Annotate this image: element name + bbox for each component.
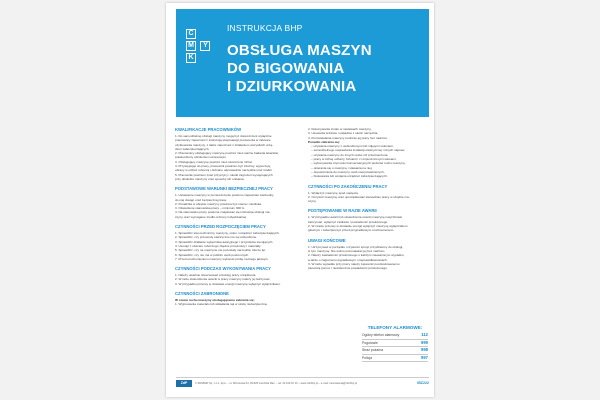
instruction-sheet xyxy=(166,3,434,397)
instruction-line: 1. Należy uważnie obserwować przebieg pracy urządzenia. xyxy=(175,273,257,278)
instruction-line: 2. Dokonywania zmian w nastawach maszyny, xyxy=(308,127,372,131)
header-banner xyxy=(176,9,429,117)
product-code: IBZ222 xyxy=(417,381,429,385)
instruction-line: głównym i zabezpieczyć przed przypadkowym uruchomieniem. xyxy=(308,228,395,233)
instruction-line: – używania maszyny do innych celów niż przeznaczona, xyxy=(311,152,389,157)
instruction-line: zatrzymać, wyłączyć zasilanie i powiadomić przełożonego. xyxy=(308,219,389,224)
title-line: DO BIGOWANIA xyxy=(227,60,345,77)
instruction-line: przy obsłudze maszyny oraz sposoby ich unikania. xyxy=(175,176,245,181)
section-heading: POSTĘPOWANIE W RAZIE AWARII xyxy=(308,208,377,214)
phone-number: 999 xyxy=(421,339,428,345)
instruction-line: ubrany w odzież roboczą i dobrane odpowiednie narzędzia oraz środki. xyxy=(175,168,273,173)
section-heading: CZYNNOŚCI PO ZAKOŃCZENIU PRACY xyxy=(308,183,388,189)
page-title xyxy=(227,42,372,96)
instruction-line: – opierania się o maszynę i stawania na niej, xyxy=(311,165,373,170)
phone-label: Ogólny telefon alarmowy xyxy=(362,333,400,337)
logo-letter-k: K xyxy=(186,53,196,63)
instruction-line: W czasie ruchu maszyny obsługującemu zabrania się: xyxy=(175,298,255,303)
instruction-line: 3. Oświetlenie stanowiska pracy – minimum 300 lx. xyxy=(175,206,245,211)
instruction-line: 6. Sprawdzić, czy nie ma w pobliżu osób postronnych. xyxy=(175,252,250,257)
cmyk-logo xyxy=(186,22,210,61)
logo-letter-m: M xyxy=(186,41,196,51)
phones-heading: TELEFONY ALARMOWE: xyxy=(367,325,423,330)
footer xyxy=(176,377,429,388)
phone-label: Straż pożarna xyxy=(362,348,384,352)
instruction-line: 5. Pracownik powinien znać przyczyny i skutki zagrożeń występujących xyxy=(175,172,273,177)
instruction-line: 1. Do samodzielnej obsługi maszyny mogą być dopuszczeni wyłącznie xyxy=(175,134,272,138)
instruction-line: 2. Posadzka w obrębie maszyny powinna być równa i nieśliska. xyxy=(175,201,262,206)
instruction-line: 4. Usunąć z obszaru roboczego zbędne przedmioty i materiały. xyxy=(175,243,262,248)
instruction-line: 1. Sprawdzić stan techniczny maszyny, osłon i urządzeń zabezpieczających. xyxy=(175,231,280,236)
instruction-line: 1. Wyjmowania materiału lub wkładania rąk w strefę niebezpieczną. xyxy=(175,302,268,307)
instruction-line: 3. W przypadku przerwy w dostawie energii maszynę wyłączyć wyłącznikiem. xyxy=(175,281,281,286)
logo-letter-c: C xyxy=(186,29,196,39)
left-column xyxy=(175,127,299,307)
instruction-line: 4. Na stanowisku pracy powinna znajdować się instrukcja obsługi ma- xyxy=(175,210,271,215)
instruction-line: pierwszą pomoc i niezwłocznie powiadomić przełożonego. xyxy=(308,266,388,271)
phone-number: 997 xyxy=(421,354,428,360)
instruction-line: dzeń zabezpieczających. xyxy=(175,146,210,151)
instruction-line: 2. Oczyścić maszynę oraz uporządkować stanowisko pracy w obrębie ma- xyxy=(308,194,410,199)
instruction-line: potwierdzony szkoleniem okresowym. xyxy=(175,155,227,160)
phone-number: 112 xyxy=(421,332,428,337)
instruction-line: w tym maszynę. Nie wolno pozostawiać jej bez nadzoru. xyxy=(308,248,386,253)
right-column xyxy=(308,127,428,270)
instruction-line: 2. Sprawdzić, czy przewody elektryczne nie są uszkodzone. xyxy=(175,235,258,240)
instruction-line: szyny. xyxy=(308,199,317,204)
instruction-line: – blokowania lub omijania urządzeń zabezpieczających. xyxy=(311,174,388,179)
instruction-line: 4. Pozostawiania maszyny podczas jej pracy bez nadzoru. xyxy=(308,135,388,140)
section-heading: UWAGI KOŃCOWE xyxy=(308,237,346,243)
instruction-line: do niej dostęp oraz bezpieczną pracę. xyxy=(175,197,228,202)
instruction-line: 1. Ustawienie maszyny w pomieszczeniu powinno zapewniać swobodny xyxy=(175,193,274,198)
instruction-line: – używania maszyny z uszkodzonymi lub zdjętymi osłonami, xyxy=(311,144,394,149)
instruction-line: 3. Sprawdzić działanie wyłącznika awaryjnego i przycisków sterujących. xyxy=(175,239,274,244)
title-line: OBSŁUGA MASZYN xyxy=(227,42,372,59)
phone-label: Pogotowie xyxy=(362,340,378,345)
instruction-line: Ponadto zabrania się: xyxy=(308,139,340,144)
phone-row xyxy=(362,355,428,363)
instruction-line: a także o zagrożeniu wypadkowym i nieprawidłowościach. xyxy=(308,257,388,262)
instruction-line: 2. W razie stwierdzenia usterki w pracy maszyny należy ją zatrzymać. xyxy=(175,277,271,282)
instruction-line: 2. Należy zawiadomić przełożonego o każdym zauważonym wypadku, xyxy=(308,253,405,258)
instruction-line: 4. Przystępując do pracy, pracownik powinien być trzeźwy, wypoczęty, xyxy=(175,164,271,169)
section-heading: CZYNNOŚCI ZABRONIONE xyxy=(175,291,229,297)
publisher-logo: ZdP xyxy=(176,380,192,387)
instruction-line: 3. W razie wypadku przy pracy należy zapewnić poszkodowanemu xyxy=(308,261,400,266)
section-heading: KWALIFIKACJE PRACOWNIKÓW xyxy=(175,127,242,132)
instruction-line: 7. Przed uruchomieniem maszyny wykonać próbę na biegu jałowym. xyxy=(175,256,269,261)
instruction-line: 2. W czasie przerwy w dostawie energii wyłączyć maszynę wyłącznikiem xyxy=(308,224,408,229)
phone-number: 998 xyxy=(421,347,428,352)
instruction-line: szyny oraz wymagane środki ochrony indywidualnej. xyxy=(175,214,247,219)
phone-label: Policja xyxy=(362,355,372,360)
instruction-line: 3. Usuwania ścinków i odpadów z okolic narzędzia, xyxy=(308,131,379,136)
phone-row xyxy=(362,347,428,355)
instruction-line: – wykonywania czynności konserwacyjnych podczas ruchu maszyny, xyxy=(311,161,406,166)
instruction-line: 1. W przypadku awarii lub stwierdzenia usterki maszynę natychmiast xyxy=(308,215,403,220)
phone-row xyxy=(362,340,428,348)
instruction-line: 3. Obsługujący maszynę powinni mieć ukończone 18 lat. xyxy=(175,159,253,164)
instruction-line: – pracy w luźnej odzieży, biżuterii i z rozpuszczonymi włosami, xyxy=(311,157,397,162)
instruction-line: – dopuszczania do maszyny osób nieupoważnionych, xyxy=(311,169,385,174)
instruction-line: 1. Utrzymywać w porządku i czystości sprzęt przydzielony do obsługi, xyxy=(308,244,404,249)
title-line: I DZIURKOWANIA xyxy=(227,78,357,95)
instruction-line: 2. Pracownicy obsługujący maszynę powinni mieć ważne badania lekarskie, xyxy=(175,151,280,156)
logo-letter-y: Y xyxy=(200,41,210,51)
instruction-line: pracownicy zapoznani z instrukcją eksploatacji producenta w zakresie xyxy=(175,138,271,143)
instruction-line: użytkowania maszyny, z także zapoznani z działaniem wszystkich urzą- xyxy=(175,142,273,147)
phone-row xyxy=(362,332,428,340)
section-heading: CZYNNOŚCI PRZED ROZPOCZĘCIEM PRACY xyxy=(175,224,266,230)
header-kicker: INSTRUKCJA BHP xyxy=(227,23,303,33)
instruction-line: 1. Wyłączyć maszynę spod napięcia. xyxy=(308,190,359,195)
instruction-line: 5. Sprawdzić, czy na maszynie nie pozostały narzędzia, klucze itp. xyxy=(175,248,266,253)
section-heading: PODSTAWOWE WARUNKI BEZPIECZNEJ PRACY xyxy=(175,186,273,192)
instruction-line: – samodzielnego naprawiania instalacji elektrycznej i innych napraw, xyxy=(311,148,405,153)
emergency-phones xyxy=(362,325,428,362)
footer-text: © ZDNBHP Sp. z o.o. Sp.k. – ul. Wrzosowa 64, 05-825 Grodzisk Maz. – tel. 22 100 10 10 – www.zdnbhp.pl – e-mail: zamowienia@zdnbhp.pl xyxy=(195,381,357,385)
section-heading: CZYNNOŚCI PODCZAS WYKONYWANIA PRACY xyxy=(175,266,271,272)
